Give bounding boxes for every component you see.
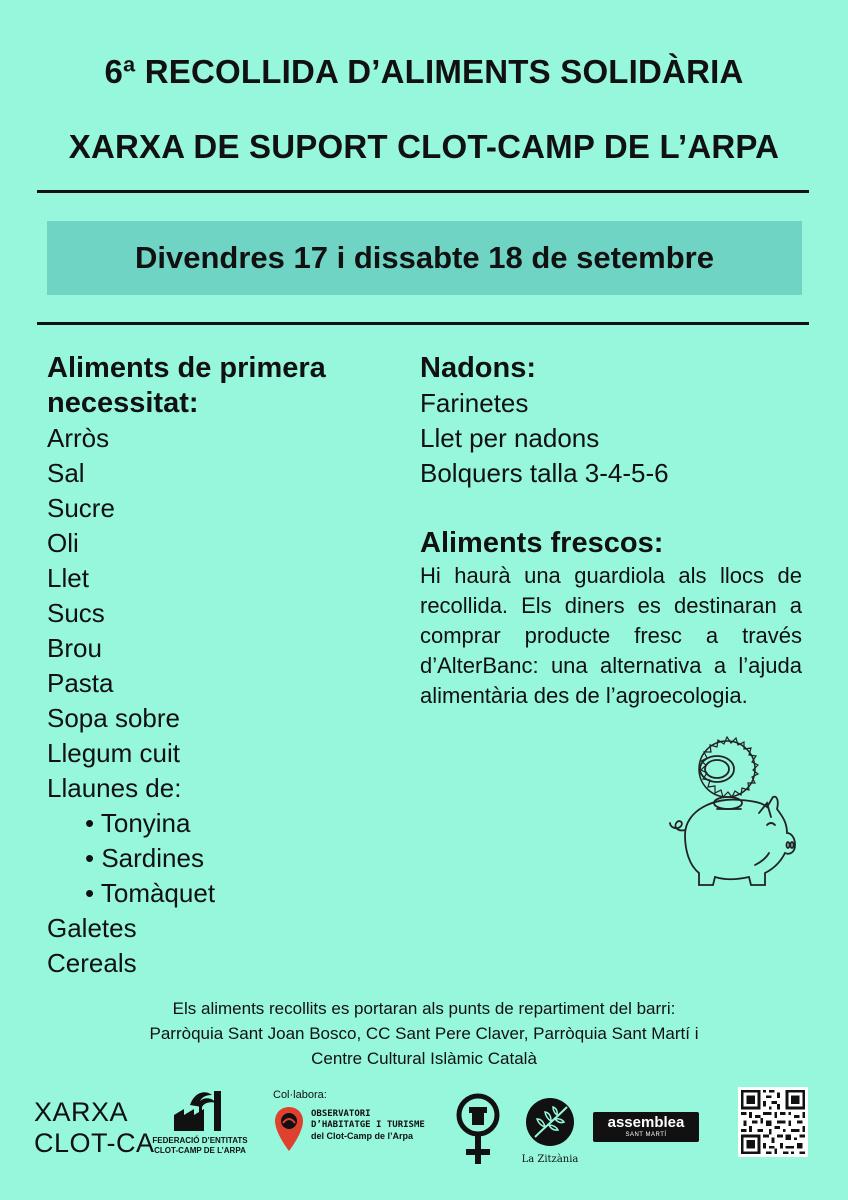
bullet-item: • Tomàquet [85, 878, 216, 908]
footer-text [40, 996, 808, 1071]
list-item: Sopa sobre [47, 703, 180, 733]
observatori-line-1: OBSERVATORI [311, 1109, 371, 1119]
list-item: Llaunes de: [47, 773, 182, 803]
babies-heading: Nadons: [420, 352, 536, 384]
assemblea-sub-label: SANT MARTÍ [625, 1132, 667, 1138]
xarxa-logo [34, 1097, 155, 1159]
footer-line-1: Els aliments recollits es portaran als punts de repartiment del barri: [172, 999, 676, 1018]
list-item: Oli [47, 528, 79, 558]
colabora-label: Col·labora: [273, 1089, 327, 1101]
fresh-paragraph: Hi haurà una guardiola als llocs de recollida. Els diners es destinaran a comprar producte fresc a través d’AlterBanc: una alternativa a l’ajuda alimentària des de l’agroecologia. [420, 563, 802, 708]
federacio-logo [150, 1087, 250, 1156]
list-item: Llet [47, 563, 89, 593]
xarxa-logo-line1: XARXA [34, 1097, 129, 1127]
list-item: Pasta [47, 668, 114, 698]
basic-foods-heading-2: necessitat: [47, 387, 199, 419]
bullet-item: • Sardines [85, 843, 204, 873]
feminist-logo [456, 1093, 500, 1178]
xarxa-logo-line2: CLOT-CA [34, 1128, 155, 1158]
fresh-heading: Aliments frescos: [420, 527, 664, 559]
qr-code-icon[interactable] [738, 1087, 808, 1162]
bullet-item: • Tonyina [85, 808, 191, 838]
poster-subtitle: XARXA DE SUPORT CLOT-CAMP DE L’ARPA [68, 128, 780, 165]
list-item: Arròs [47, 423, 110, 453]
basic-foods-heading-1: Aliments de primera [47, 352, 326, 384]
observatori-logo [273, 1105, 443, 1155]
federacio-line-1: FEDERACIÓ D’ENTITATS [152, 1136, 248, 1145]
footer-line-3: Centre Cultural Islàmic Català [311, 1049, 537, 1068]
assemblea-logo [593, 1112, 699, 1142]
list-item: Farinetes [420, 388, 529, 418]
list-item: Galetes [47, 913, 137, 943]
list-item: Llet per nadons [420, 423, 600, 453]
date-banner: Divendres 17 i dissabte 18 de setembre [47, 221, 802, 295]
right-section [420, 351, 802, 711]
footer-line-2: Parròquia Sant Joan Bosco, CC Sant Pere Claver, Parròquia Sant Martí i [149, 1024, 699, 1043]
observatori-line-3: del Clot-Camp de l’Arpa [311, 1131, 414, 1141]
zitzania-logo [520, 1097, 580, 1165]
logos-bar [0, 1075, 848, 1195]
assemblea-label: assemblea [607, 1114, 685, 1131]
divider-top [37, 190, 809, 193]
poster-title: 6ª RECOLLIDA D’ALIMENTS SOLIDÀRIA [104, 53, 744, 90]
piggy-bank-icon [655, 735, 805, 895]
plant-circle-icon [525, 1097, 575, 1147]
list-item: Brou [47, 633, 102, 663]
list-item: Sal [47, 458, 85, 488]
list-item: Sucs [47, 598, 105, 628]
zitzania-label: La Zitzània [521, 1154, 579, 1165]
list-item: Cereals [47, 948, 137, 978]
basic-foods-section [47, 351, 407, 981]
divider-bottom [37, 322, 809, 325]
list-item: Sucre [47, 493, 115, 523]
factory-palm-icon [170, 1087, 230, 1131]
federacio-line-2: CLOT-CAMP DE L’ARPA [154, 1146, 246, 1155]
location-pin-icon [273, 1105, 305, 1155]
list-item: Llegum cuit [47, 738, 180, 768]
observatori-line-2: D’HABITATGE I TURISME [311, 1120, 425, 1130]
feminist-fist-icon [456, 1093, 500, 1173]
list-item: Bolquers talla 3-4-5-6 [420, 458, 669, 488]
